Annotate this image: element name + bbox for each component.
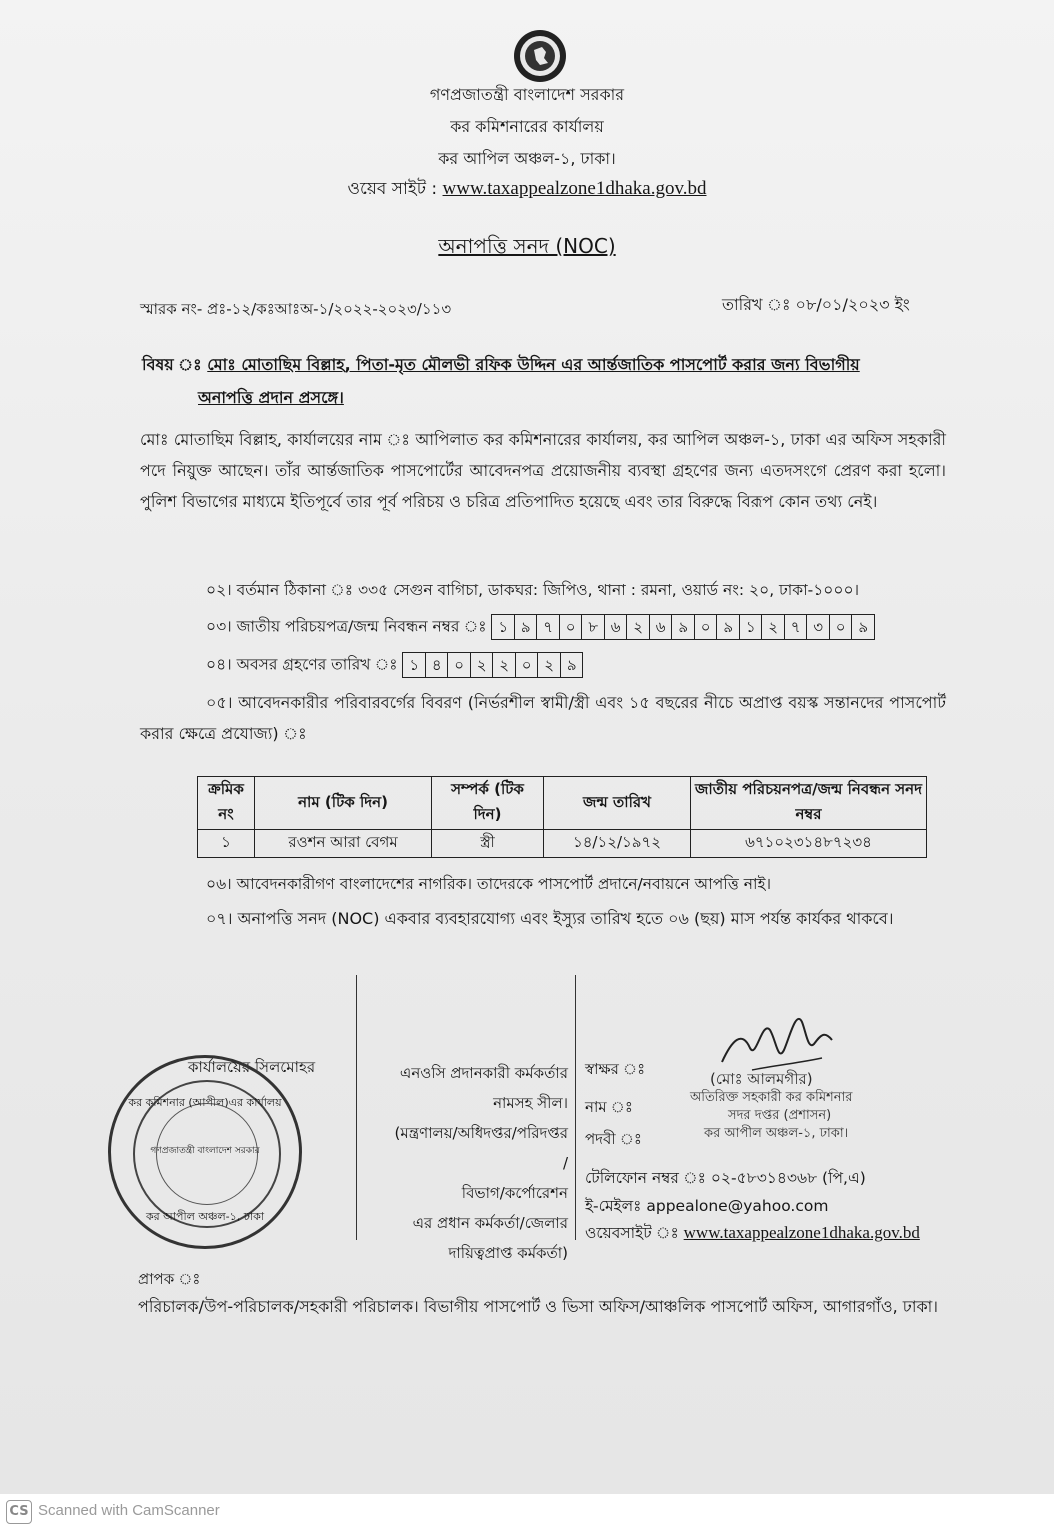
item-validity: ০৭। অনাপত্তি সনদ (NOC) একবার ব্যবহারযোগ্য এবং ইস্যুর তারিখ হতে ০৬ (ছয়) মাস পর্যন্ত কার্যকর থাকবে।: [206, 909, 894, 928]
stamp-name: (মোঃ আলমগীর): [710, 1070, 813, 1088]
name-label: নাম ঃ: [585, 1098, 633, 1116]
designation-label: পদবী ঃ: [585, 1130, 642, 1148]
camscanner-footer: [0, 1494, 1054, 1530]
subject-label: বিষয় ঃ: [142, 355, 202, 374]
nid-label: ০৩। জাতীয় পরিচয়পত্র/জন্ম নিবন্ধন নম্বর ঃ: [206, 617, 487, 636]
digit-box: ০: [695, 615, 718, 639]
government-emblem-icon: [512, 28, 568, 84]
digit-box: ৬: [605, 615, 628, 639]
nid-digit-boxes: [491, 614, 875, 640]
digit-box: ০: [830, 615, 853, 639]
officer-description-line: /: [562, 1154, 568, 1172]
officer-description-line: বিভাগ/কর্পোরেশন: [461, 1184, 568, 1202]
memo-number: স্মারক নং- প্রঃ-১২/কঃআঃঅ-১/২০২২-২০২৩/১১৩: [140, 300, 452, 318]
col-nid: জাতীয় পরিচয়নপত্র/জন্ম নিবন্ধন সনদ নম্বর: [691, 777, 927, 830]
digit-box: ১: [403, 653, 426, 677]
col-name: নাম (টিক দিন): [255, 777, 432, 830]
digit-box: ০: [516, 653, 539, 677]
website-label: ওয়েব সাইট :: [347, 179, 438, 199]
seal-bottom-text: কর আপীল অঞ্চল-১, ঢাকা: [145, 1210, 265, 1223]
stamp-office: সদর দপ্তর (প্রশাসন): [728, 1108, 832, 1123]
digit-box: ১: [740, 615, 763, 639]
col-serial: ক্রমিক নং: [198, 777, 255, 830]
item-address: ০২। বর্তমান ঠিকানা ঃ ৩৩৫ সেগুন বাগিচা, ডাকঘর: জিপিও, থানা : রমনা, ওয়ার্ড নং: ২০, ঢাকা-১০০০।: [206, 581, 860, 599]
stamp-designation: অতিরিক্ত সহকারী কর কমিশনার: [690, 1090, 853, 1105]
digit-box: ৯: [717, 615, 740, 639]
officer-description-line: নামসহ সীল।: [493, 1094, 568, 1112]
digit-box: ৭: [785, 615, 808, 639]
signature-label: স্বাক্ষর ঃ: [585, 1060, 646, 1078]
item-family-intro: ০৫। আবেদনকারীর পরিবারবর্গের বিবরণ (নির্ভরশীল স্বামী/স্ত্রী এবং ১৫ বছরের নীচে অপ্রাপ্ত বয়স্ক সন্তানদের পাসপোর্ট করার ক্ষেত্রে প্রযোজ্য) ঃ: [140, 693, 946, 743]
item-retirement: [206, 652, 583, 679]
item-citizenship: ০৬। আবেদনকারীগণ বাংলাদেশের নাগরিক। তাদেরকে পাসপোর্ট প্রদানে/নবায়নে আপত্তি নাই।: [206, 875, 772, 893]
camscanner-logo-icon: CS: [6, 1500, 32, 1524]
family-table: [197, 776, 927, 858]
cell-relation: স্ত্রী: [432, 830, 544, 858]
seal-ring-text: কর কমিশনার (আপীল)এর কার্যালয়: [128, 1096, 282, 1109]
body-paragraph: মোঃ মোতাছিম বিল্লাহ, কার্যালয়ের নাম ঃ আপিলাত কর কমিশনারের কার্যালয়, কর আপিল অঞ্চল-১, ঢাকা এর অফিস সহকারী পদে নিয়ুক্ত আছেন। তাঁর আর্ন্তজাতিক পাসপোর্টের আবেদনপত্র প্রয়োজনীয় ব্যবস্থা গ্রহণের জন্য এতদসংগে প্রেরণ করা হলো। পুলিশ বিভাগের মাধ্যমে ইতিপূর্বে তার পূর্ব পরিচয় ও চরিত্র প্রতিপাদিত হয়েছে এবং তার বিরুদ্ধে বিরূপ কোন তথ্য নেই।: [140, 430, 946, 511]
officer-website: [585, 1221, 920, 1247]
item-nid: [206, 614, 875, 641]
officer-website-label: ওয়েবসাইট ঃ: [585, 1224, 679, 1242]
officer-email: ই-মেইলঃ appealone@yahoo.com: [585, 1197, 829, 1215]
col-birthdate: জন্ম তারিখ: [544, 777, 691, 830]
retirement-label: ০৪। অবসর গ্রহণের তারিখ ঃ: [206, 655, 398, 674]
officer-description: [360, 1058, 568, 1268]
digit-box: ২: [627, 615, 650, 639]
digit-box: ৩: [807, 615, 830, 639]
digit-box: ০: [560, 615, 583, 639]
digit-box: ৯: [672, 615, 695, 639]
retirement-digit-boxes: [402, 652, 583, 678]
cell-nid: ৬৭১০২৩১৪৮৭২৩৪: [691, 830, 927, 858]
officer-description-line: দায়িত্বপ্রাপ্ত কর্মকর্তা): [448, 1244, 568, 1262]
cell-name: রওশন আরা বেগম: [255, 830, 432, 858]
header-office: কর কমিশনারের কার্যালয়: [450, 117, 604, 136]
digit-box: ৯: [858, 618, 869, 636]
stamp-zone: কর আপীল অঞ্চল-১, ঢাকা।: [704, 1126, 849, 1141]
digit-box: ৯: [566, 656, 577, 674]
recipient-text: পরিচালক/উপ-পরিচালক/সহকারী পরিচালক। বিভাগীয় পাসপোর্ট ও ভিসা অফিস/আঞ্চলিক পাসপোর্ট অফিস, আগারগাঁও, ঢাকা।: [138, 1297, 939, 1316]
recipient-label: প্রাপক ঃ: [138, 1270, 201, 1288]
col-relation: সম্পর্ক (টিক দিন): [432, 777, 544, 830]
digit-box: ৪: [426, 653, 449, 677]
officer-description-line: এনওসি প্রদানকারী কর্মকর্তার: [399, 1064, 568, 1082]
officer-description-line: (মন্ত্রণালয়/অধিদপ্তর/পরিদপ্তর: [394, 1124, 568, 1142]
digit-box: ৭: [537, 615, 560, 639]
cell-birthdate: ১৪/১২/১৯৭২: [544, 830, 691, 858]
digit-box: ২: [471, 653, 494, 677]
officer-website-link[interactable]: www.taxappealzone1dhaka.gov.bd: [683, 1223, 920, 1242]
camscanner-text: Scanned with CamScanner: [38, 1502, 220, 1519]
header-government: গণপ্রজাতন্ত্রী বাংলাদেশ সরকার: [429, 85, 625, 104]
digit-box: ১: [492, 615, 515, 639]
digit-box: ২: [538, 653, 561, 677]
seal-inner-text: গণপ্রজাতন্ত্রী বাংলাদেশ সরকার: [150, 1146, 260, 1156]
seal-label: কার্যালয়ের সিলমোহর: [188, 1058, 316, 1076]
digit-box: ৯: [515, 615, 538, 639]
subject-line-2: অনাপত্তি প্রদান প্রসঙ্গে।: [198, 388, 344, 407]
divider-left: [356, 975, 357, 1240]
office-seal: [108, 1055, 302, 1249]
document-date: তারিখ ঃ ০৮/০১/২০২৩ ইং: [722, 295, 910, 314]
document-title: অনাপত্তি সনদ (NOC): [438, 234, 616, 258]
officer-description-line: এর প্রধান কর্মকর্তা/জেলার: [412, 1214, 568, 1232]
cell-serial: ১: [198, 830, 255, 858]
table-row: [198, 830, 927, 858]
digit-box: ০: [448, 653, 471, 677]
website-link[interactable]: www.taxappealzone1dhaka.gov.bd: [442, 178, 707, 199]
header-zone: কর আপিল অঞ্চল-১, ঢাকা।: [438, 149, 616, 168]
subject-line-1: [142, 352, 860, 379]
digit-box: ৮: [582, 615, 605, 639]
digit-box: ২: [762, 615, 785, 639]
header-website: [0, 176, 1054, 204]
officer-phone: টেলিফোন নম্বর ঃ ০২-৫৮৩১৪৩৬৮ (পি,এ): [585, 1169, 866, 1187]
subject-text: মোঃ মোতাছিম বিল্লাহ, পিতা-মৃত মৌলভী রফিক উদ্দিন এর আর্ন্তজাতিক পাসপোর্ট করার জন্য বিভাগীয়: [207, 355, 860, 374]
digit-box: ৬: [650, 615, 673, 639]
digit-box: ২: [493, 653, 516, 677]
divider-right: [575, 975, 576, 1240]
